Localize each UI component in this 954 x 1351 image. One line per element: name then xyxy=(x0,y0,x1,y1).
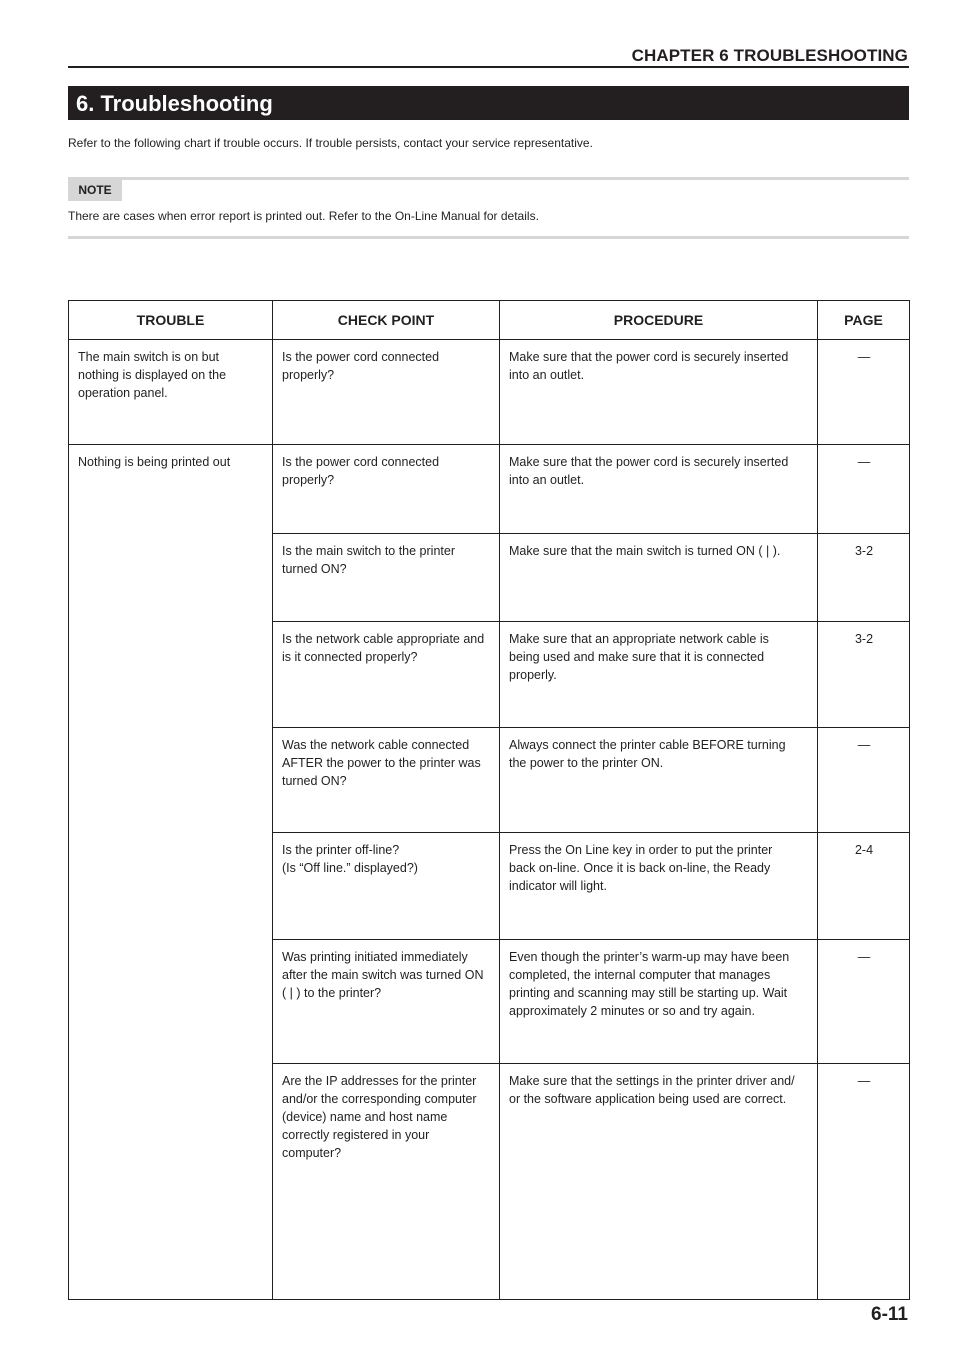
page-ref: — xyxy=(857,949,871,964)
procedure-cell xyxy=(500,445,818,534)
section-title: 6. Troubleshooting xyxy=(68,86,909,120)
header-rule xyxy=(68,66,909,68)
page-cell xyxy=(818,728,910,833)
table-header-row xyxy=(69,301,910,340)
troubleshooting-table xyxy=(68,300,910,1300)
check-point-cell xyxy=(273,728,500,833)
column-header-trouble: TROUBLE xyxy=(69,301,273,340)
note-rule-bottom xyxy=(68,236,909,239)
procedure-cell xyxy=(500,833,818,939)
trouble-cell xyxy=(69,340,273,445)
page-cell xyxy=(818,939,910,1063)
check-point-text: Was the network cable connected AFTER the power to the printer was turned ON? xyxy=(282,738,481,789)
check-point-text: Are the IP addresses for the printer and/or the corresponding computer (device) name and host name correctly registered in your computer? xyxy=(282,1073,477,1160)
procedure-text: Make sure that the power cord is securely inserted into an outlet. xyxy=(509,350,789,382)
check-point-text: Is the main switch to the printer turned ON? xyxy=(282,544,455,577)
procedure-cell xyxy=(500,939,818,1063)
check-point-cell xyxy=(273,534,500,622)
page-ref: 3-2 xyxy=(854,632,874,647)
procedure-cell xyxy=(500,340,818,445)
trouble-text: Nothing is being printed out xyxy=(78,455,231,470)
page-ref: 2-4 xyxy=(854,843,874,858)
page-ref: — xyxy=(857,350,871,364)
chapter-header: CHAPTER 6 TROUBLESHOOTING xyxy=(631,46,908,65)
check-point-text: Is the power cord connected properly? xyxy=(282,350,440,382)
procedure-text: Make sure that an appropriate network cable is being used and make sure that it is connected properly. xyxy=(509,632,769,683)
table-row xyxy=(69,340,910,445)
page-cell xyxy=(818,833,910,939)
page-cell xyxy=(818,340,910,445)
page-cell xyxy=(818,1063,910,1299)
procedure-cell xyxy=(500,728,818,833)
table-row xyxy=(69,445,910,534)
page-ref: — xyxy=(857,455,871,470)
column-header-page: PAGE xyxy=(818,301,910,340)
procedure-text: Press the On Line key in order to put the printer back on-line. Once it is back on-line, the Ready indicator will light. xyxy=(509,843,773,894)
page-ref: — xyxy=(857,738,871,753)
troubleshooting-table-wrapper xyxy=(68,300,909,1300)
procedure-text: Make sure that the power cord is securely inserted into an outlet. xyxy=(509,455,789,488)
procedure-cell xyxy=(500,1063,818,1299)
note-text: There are cases when error report is printed out. Refer to the On-Line Manual for details. xyxy=(68,209,539,223)
procedure-text: Always connect the printer cable BEFORE turning the power to the printer ON. xyxy=(509,738,786,771)
check-point-cell xyxy=(273,622,500,728)
page-ref: 3-2 xyxy=(854,544,874,559)
check-point-text: Is the power cord connected properly? xyxy=(282,455,440,488)
intro-text: Refer to the following chart if trouble occurs. If trouble persists, contact your service representative. xyxy=(68,136,593,150)
note-rule-top xyxy=(68,177,909,180)
trouble-cell xyxy=(69,445,273,1300)
procedure-text: Even though the printer’s warm-up may have been completed, the internal computer that manages printing and scanning may still be starting up. Wait approximately 2 minutes or so and try again. xyxy=(509,949,790,1018)
trouble-text: The main switch is on but nothing is displayed on the operation panel. xyxy=(78,350,227,400)
procedure-text: Make sure that the main switch is turned ON ( | ). xyxy=(509,544,781,559)
check-point-cell xyxy=(273,833,500,939)
procedure-cell xyxy=(500,622,818,728)
check-point-text: Was printing initiated immediately after the main switch was turned ON ( | ) to the printer? xyxy=(282,949,484,1000)
page-ref: — xyxy=(857,1073,871,1088)
check-point-cell xyxy=(273,939,500,1063)
column-header-check-point: CHECK POINT xyxy=(273,301,500,340)
procedure-cell xyxy=(500,534,818,622)
page-cell xyxy=(818,445,910,534)
procedure-text: Make sure that the settings in the printer driver and/ or the software application being used are correct. xyxy=(509,1073,795,1106)
check-point-text: Is the printer off-line? (Is “Off line.” displayed?) xyxy=(282,843,418,876)
check-point-cell xyxy=(273,1063,500,1299)
note-label: NOTE xyxy=(68,180,122,201)
check-point-text: Is the network cable appropriate and is it connected properly? xyxy=(282,632,485,665)
page-number: 6-11 xyxy=(871,1304,908,1325)
page-cell xyxy=(818,622,910,728)
column-header-procedure: PROCEDURE xyxy=(500,301,818,340)
page-cell xyxy=(818,534,910,622)
check-point-cell xyxy=(273,340,500,445)
check-point-cell xyxy=(273,445,500,534)
